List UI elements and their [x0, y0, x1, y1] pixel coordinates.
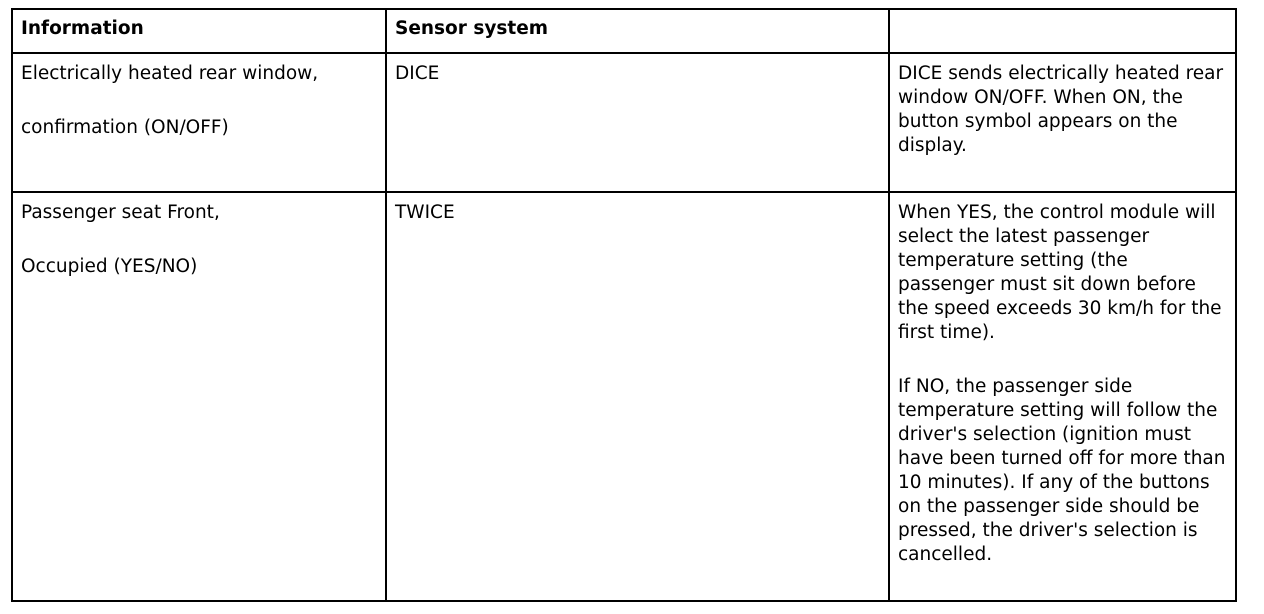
description-paragraph: If NO, the passenger side temperature setting will follow the driver's selection (ignition must have been turned off for more than 10 minutes). If any of the buttons on the passenger side should be pressed, the driver's selection is cancelled.: [898, 376, 1226, 565]
information-cell: [12, 192, 386, 601]
information-line: confirmation (ON/OFF): [21, 117, 229, 138]
description-cell: [889, 192, 1236, 601]
information-line: Passenger seat Front,: [21, 202, 220, 223]
information-line: Electrically heated rear window,: [21, 63, 319, 84]
information-cell: [12, 53, 386, 192]
description-paragraph: When YES, the control module will select the latest passenger temperature setting (the passenger must sit down before the speed exceeds 30 km/h for the first time).: [898, 202, 1222, 343]
table-row: [12, 53, 1236, 192]
description-cell: [889, 53, 1236, 192]
information-line: Occupied (YES/NO): [21, 256, 198, 277]
header-information: Information: [12, 9, 386, 53]
information-table: [11, 8, 1237, 602]
description-paragraph: DICE sends electrically heated rear window ON/OFF. When ON, the button symbol appears on the display.: [898, 63, 1224, 156]
header-sensor-system: Sensor system: [386, 9, 889, 53]
table-row: [12, 192, 1236, 601]
header-description: [889, 9, 1236, 53]
sensor-cell: DICE: [386, 53, 889, 192]
sensor-cell: TWICE: [386, 192, 889, 601]
table-header-row: [12, 9, 1236, 53]
